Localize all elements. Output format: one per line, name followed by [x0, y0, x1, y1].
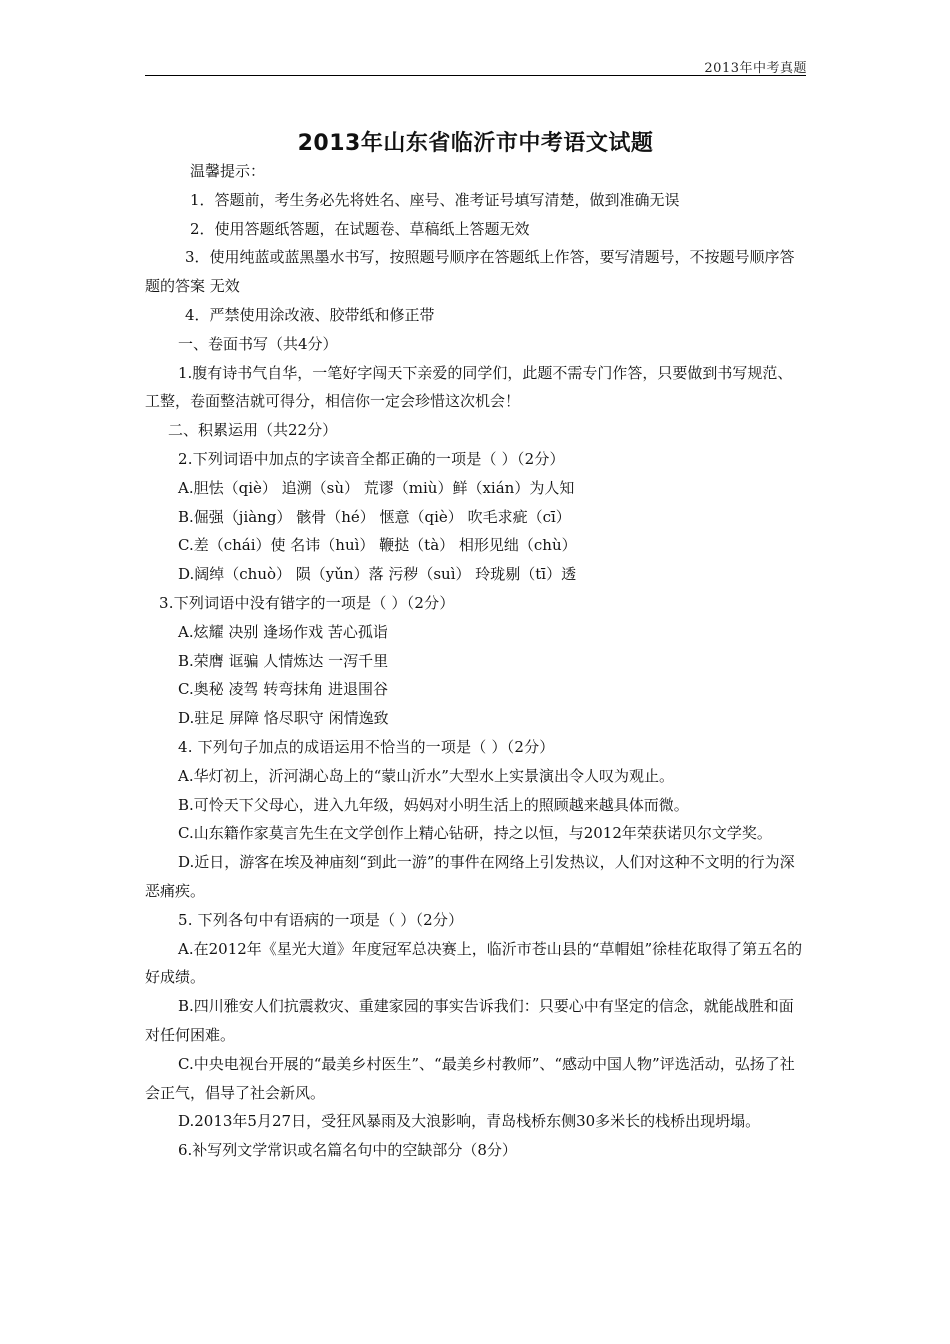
document-body — [145, 157, 806, 1165]
section-heading: 一、卷面书写（共4分） — [178, 334, 338, 353]
question-option: B.倔强（jiàng） 骸骨（hé） 惬意（qiè） 吹毛求疵（cī） — [178, 507, 571, 526]
tip-item: 3．使用纯蓝或蓝黑墨水书写，按照题号顺序在答题纸上作答，要写清题号，不按题号顺序答题的答案 无效 — [145, 248, 795, 296]
document-title: 2013年山东省临沂市中考语文试题 — [297, 131, 654, 156]
question-option: D.近日，游客在埃及神庙刻“到此一游”的事件在网络上引发热议，人们对这种不文明的行为深恶痛疾。 — [145, 853, 795, 900]
question-option: C.中央电视台开展的“最美乡村医生”、“最美乡村教师”、“感动中国人物”评选活动，弘扬了社会正气，倡导了社会新风。 — [145, 1054, 795, 1102]
header-divider — [145, 75, 806, 76]
question-text: 2.下列词语中加点的字读音全都正确的一项是（ ）（2分） — [178, 449, 565, 468]
tip-item: 1．答题前，考生务必先将姓名、座号、准考证号填写清楚，做到准确无误 — [190, 190, 680, 209]
tip-item: 2．使用答题纸答题，在试题卷、草稿纸上答题无效 — [190, 219, 530, 238]
question-option: D.2013年5月27日，受狂风暴雨及大浪影响，青岛栈桥东侧30多米长的栈桥出现坍塌。 — [178, 1112, 761, 1131]
question-option: B.可怜天下父母心，进入九年级，妈妈对小明生活上的照顾越来越具体而微。 — [178, 795, 689, 814]
question-option: D.驻足 屏障 恪尽职守 闲情逸致 — [178, 709, 389, 728]
question-option: B.荣膺 诓骗 人情炼达 一泻千里 — [178, 651, 389, 670]
question-text: 3.下列词语中没有错字的一项是（ ）（2分） — [159, 593, 455, 612]
tip-item: 4．严禁使用涂改液、胶带纸和修正带 — [185, 305, 435, 324]
question-option: A.炫耀 决别 逢场作戏 苦心孤诣 — [178, 622, 388, 641]
question-option: D.阔绰（chuò） 陨（yǔn）落 污秽（suì） 玲珑剔（tī）透 — [178, 565, 577, 584]
question-option: C.差（chái）使 名讳（huì） 鞭挞（tà） 相形见绌（chù） — [178, 536, 577, 555]
question-option: B.四川雅安人们抗震救灾、重建家园的事实告诉我们：只要心中有坚定的信念，就能战胜和面对任何困难。 — [145, 997, 794, 1044]
page-header-label: 2013年中考真题 — [704, 61, 807, 76]
question-option: A.胆怯（qiè） 追溯（sù） 荒谬（miù）鲜（xián）为人知 — [178, 478, 575, 497]
section-heading: 二、积累运用（共22分） — [168, 421, 338, 440]
question-option: C.山东籍作家莫言先生在文学创作上精心钻研，持之以恒，与2012年荣获诺贝尔文学奖。 — [178, 824, 772, 843]
question-option: A.在2012年《星光大道》年度冠军总决赛上，临沂市苍山县的“草帽姐”徐桂花取得了第五名的好成绩。 — [145, 939, 803, 987]
question-text: 6.补写列文学常识或名篇名句中的空缺部分（8分） — [178, 1141, 517, 1160]
question-option: C.奥秘 凌驾 转弯抹角 进退围谷 — [178, 680, 389, 699]
question-text: 1.腹有诗书气自华，一笔好字闯天下亲爱的同学们，此题不需专门作答，只要做到书写规范、工整，卷面整洁就可得分，相信你一定会珍惜这次机会！ — [145, 363, 793, 411]
question-text: 4. 下列句子加点的成语运用不恰当的一项是（ ）（2分） — [178, 737, 555, 756]
question-option: A.华灯初上，沂河湖心岛上的“蒙山沂水”大型水上实景演出令人叹为观止。 — [178, 766, 674, 785]
tips-heading: 温馨提示： — [190, 162, 266, 180]
question-text: 5. 下列各句中有语病的一项是（ ）（2分） — [178, 910, 464, 929]
